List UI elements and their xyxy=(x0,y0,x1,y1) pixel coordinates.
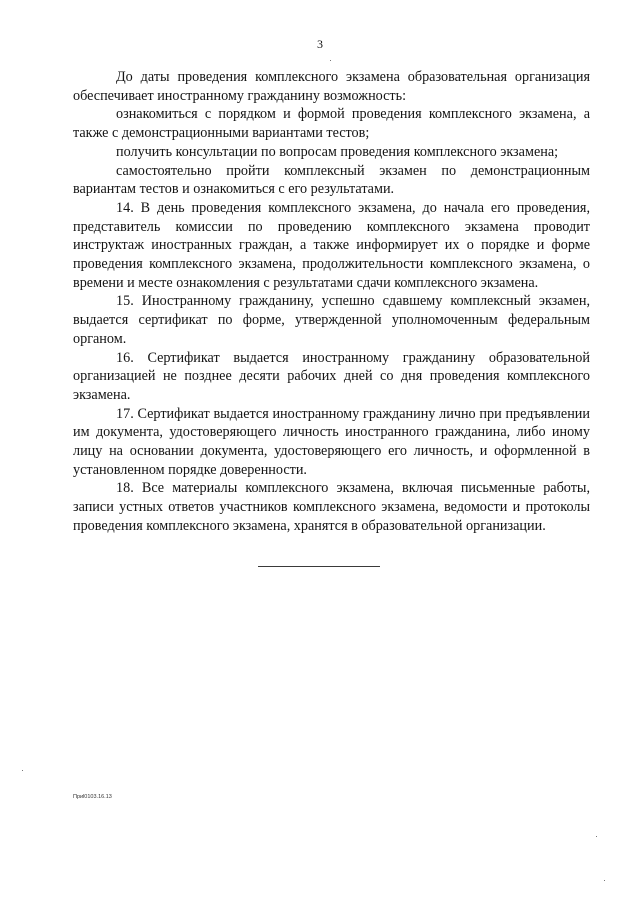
paragraph-option-self-test: самостоятельно пройти комплексный экзамен по демонстрационным вариантам тестов и ознакомиться с его результатами. xyxy=(73,162,590,198)
paragraph-15: 15. Иностранному гражданину, успешно сдавшему комплексный экзамен, выдается сертификат по форме, утвержденной уполномоченным федеральным органом. xyxy=(73,293,590,347)
paragraph-16: 16. Сертификат выдается иностранному гражданину образовательной организацией не позднее десяти рабочих дней со дня проведения комплексного экзамена. xyxy=(73,349,590,403)
footer-document-code: Приl0103.16.13 xyxy=(73,794,112,800)
paragraph-option-consult: получить консультации по вопросам проведения комплексного экзамена; xyxy=(116,143,559,160)
end-divider-line xyxy=(258,566,380,567)
scan-speck xyxy=(22,770,23,771)
paragraph-14: 14. В день проведения комплексного экзамена, до начала его проведения, представитель комиссии по проведению комплексного экзамена проводит инструктаж иностранных граждан, а также информирует их о порядке и форме проведения комплексного экзамена, продолжительности комплексного экзамена, о времени и месте ознакомления с результатами сдачи комплексного экзамена. xyxy=(73,199,590,291)
page-number: 3 xyxy=(317,37,323,51)
paragraph-17: 17. Сертификат выдается иностранному гражданину лично при предъявлении им документа, удостоверяющего личность иностранного гражданина, либо иному лицу на основании документа, удостоверяющего его личность, и оформленной в установленном порядке доверенности. xyxy=(73,405,590,478)
paragraph-18: 18. Все материалы комплексного экзамена, включая письменные работы, записи устных ответов участников комплексного экзамена, ведомости и протоколы проведения комплексного экзамена, хранятся в образовательной организации. xyxy=(73,480,590,534)
document-body xyxy=(73,68,590,536)
paragraph-intro: До даты проведения комплексного экзамена образовательная организация обеспечивает иностранному гражданину возможность: xyxy=(73,69,590,104)
scan-speck xyxy=(596,836,597,837)
scan-speck xyxy=(330,60,331,61)
paragraph-option-familiarize: ознакомиться с порядком и формой проведения комплексного экзамена, а также с демонстрационными вариантами тестов; xyxy=(73,106,590,142)
scan-speck xyxy=(604,880,605,881)
